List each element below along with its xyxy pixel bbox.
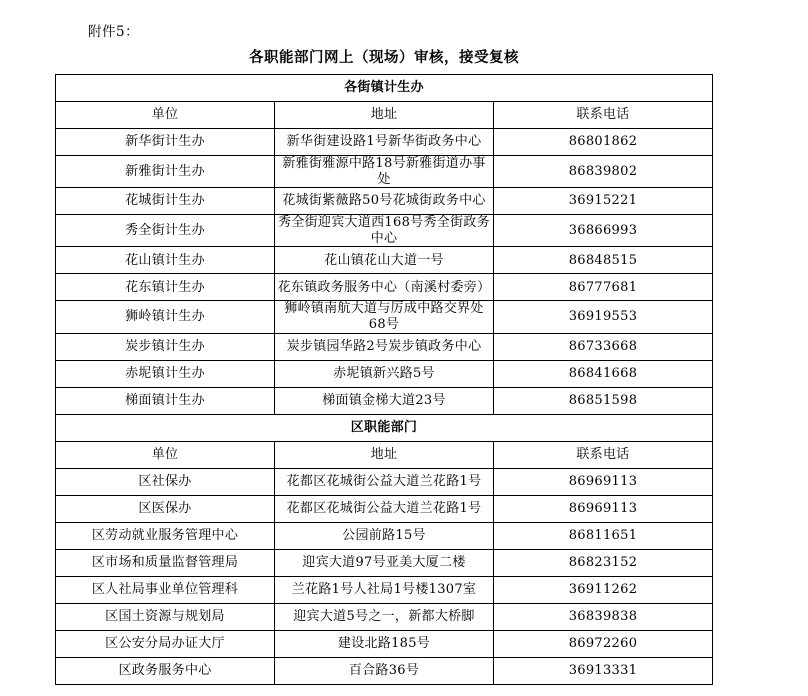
column-header-unit: 单位 <box>56 102 275 129</box>
cell-phone: 36866993 <box>494 215 713 247</box>
departments-table <box>55 74 713 685</box>
column-header-address: 地址 <box>275 102 494 129</box>
cell-unit: 区市场和质量监督管理局 <box>56 549 275 576</box>
section-header: 区职能部门 <box>56 414 713 441</box>
cell-address: 兰花路1号人社局1号楼1307室 <box>275 576 494 603</box>
table-row <box>56 630 713 657</box>
cell-unit: 区国土资源与规划局 <box>56 603 275 630</box>
cell-address: 秀全街迎宾大道西168号秀全街政务中心 <box>275 215 494 247</box>
table-row <box>56 301 713 333</box>
cell-address: 百合路36号 <box>275 657 494 684</box>
cell-address: 梯面镇金梯大道23号 <box>275 387 494 414</box>
cell-unit: 区劳动就业服务管理中心 <box>56 522 275 549</box>
cell-address: 公园前路15号 <box>275 522 494 549</box>
attachment-label: 附件5： <box>88 24 140 40</box>
table-row <box>56 333 713 360</box>
table-row <box>56 468 713 495</box>
cell-phone: 36839838 <box>494 603 713 630</box>
cell-phone: 36911262 <box>494 576 713 603</box>
table-row <box>56 274 713 301</box>
table-row <box>56 360 713 387</box>
cell-address: 新华街建设路1号新华街政务中心 <box>275 129 494 156</box>
column-header-unit: 单位 <box>56 441 275 468</box>
table-row <box>56 247 713 274</box>
cell-phone: 86801862 <box>494 129 713 156</box>
table-row <box>56 603 713 630</box>
cell-phone: 86839802 <box>494 156 713 188</box>
table-row <box>56 156 713 188</box>
cell-unit: 花东镇计生办 <box>56 274 275 301</box>
table-row <box>56 576 713 603</box>
cell-address: 花山镇花山大道一号 <box>275 247 494 274</box>
table-row <box>56 129 713 156</box>
cell-address: 赤坭镇新兴路5号 <box>275 360 494 387</box>
cell-phone: 36915221 <box>494 188 713 215</box>
cell-phone: 86851598 <box>494 387 713 414</box>
cell-phone: 36919553 <box>494 301 713 333</box>
table-row <box>56 657 713 684</box>
cell-phone: 86823152 <box>494 549 713 576</box>
table-row <box>56 495 713 522</box>
cell-unit: 新雅街计生办 <box>56 156 275 188</box>
table-row <box>56 549 713 576</box>
cell-phone: 86969113 <box>494 468 713 495</box>
column-header-phone: 联系电话 <box>494 102 713 129</box>
cell-phone: 86969113 <box>494 495 713 522</box>
table-row <box>56 188 713 215</box>
cell-phone: 86733668 <box>494 333 713 360</box>
table-row <box>56 522 713 549</box>
cell-unit: 狮岭镇计生办 <box>56 301 275 333</box>
table-row <box>56 387 713 414</box>
cell-unit: 花城街计生办 <box>56 188 275 215</box>
column-header-row <box>56 102 713 129</box>
cell-phone: 36913331 <box>494 657 713 684</box>
cell-phone: 86811651 <box>494 522 713 549</box>
column-header-row <box>56 441 713 468</box>
column-header-address: 地址 <box>275 441 494 468</box>
column-header-phone: 联系电话 <box>494 441 713 468</box>
cell-unit: 赤坭镇计生办 <box>56 360 275 387</box>
section-header-row <box>56 414 713 441</box>
cell-unit: 炭步镇计生办 <box>56 333 275 360</box>
table-body <box>56 75 713 685</box>
cell-unit: 区医保办 <box>56 495 275 522</box>
cell-phone: 86841668 <box>494 360 713 387</box>
cell-address: 花东镇政务服务中心（南溪村委旁） <box>275 274 494 301</box>
cell-address: 花都区花城街公益大道兰花路1号 <box>275 468 494 495</box>
cell-unit: 区政务服务中心 <box>56 657 275 684</box>
cell-phone: 86777681 <box>494 274 713 301</box>
cell-address: 新雅街雅源中路18号新雅街道办事处 <box>275 156 494 188</box>
cell-unit: 区社保办 <box>56 468 275 495</box>
cell-address: 花都区花城街公益大道兰花路1号 <box>275 495 494 522</box>
cell-address: 炭步镇园华路2号炭步镇政务中心 <box>275 333 494 360</box>
cell-address: 建设北路185号 <box>275 630 494 657</box>
cell-phone: 86972260 <box>494 630 713 657</box>
cell-unit: 新华街计生办 <box>56 129 275 156</box>
cell-unit: 区公安分局办证大厅 <box>56 630 275 657</box>
cell-address: 迎宾大道97号亚美大厦二楼 <box>275 549 494 576</box>
cell-unit: 秀全街计生办 <box>56 215 275 247</box>
cell-unit: 梯面镇计生办 <box>56 387 275 414</box>
cell-address: 狮岭镇南航大道与厉成中路交界处68号 <box>275 301 494 333</box>
page-title: 各职能部门网上（现场）审核，接受复核 <box>249 49 519 66</box>
section-header-row <box>56 75 713 102</box>
cell-address: 迎宾大道5号之一，新都大桥脚 <box>275 603 494 630</box>
section-header: 各街镇计生办 <box>56 75 713 102</box>
cell-phone: 86848515 <box>494 247 713 274</box>
cell-unit: 花山镇计生办 <box>56 247 275 274</box>
cell-unit: 区人社局事业单位管理科 <box>56 576 275 603</box>
cell-address: 花城街紫薇路50号花城街政务中心 <box>275 188 494 215</box>
table-row <box>56 215 713 247</box>
